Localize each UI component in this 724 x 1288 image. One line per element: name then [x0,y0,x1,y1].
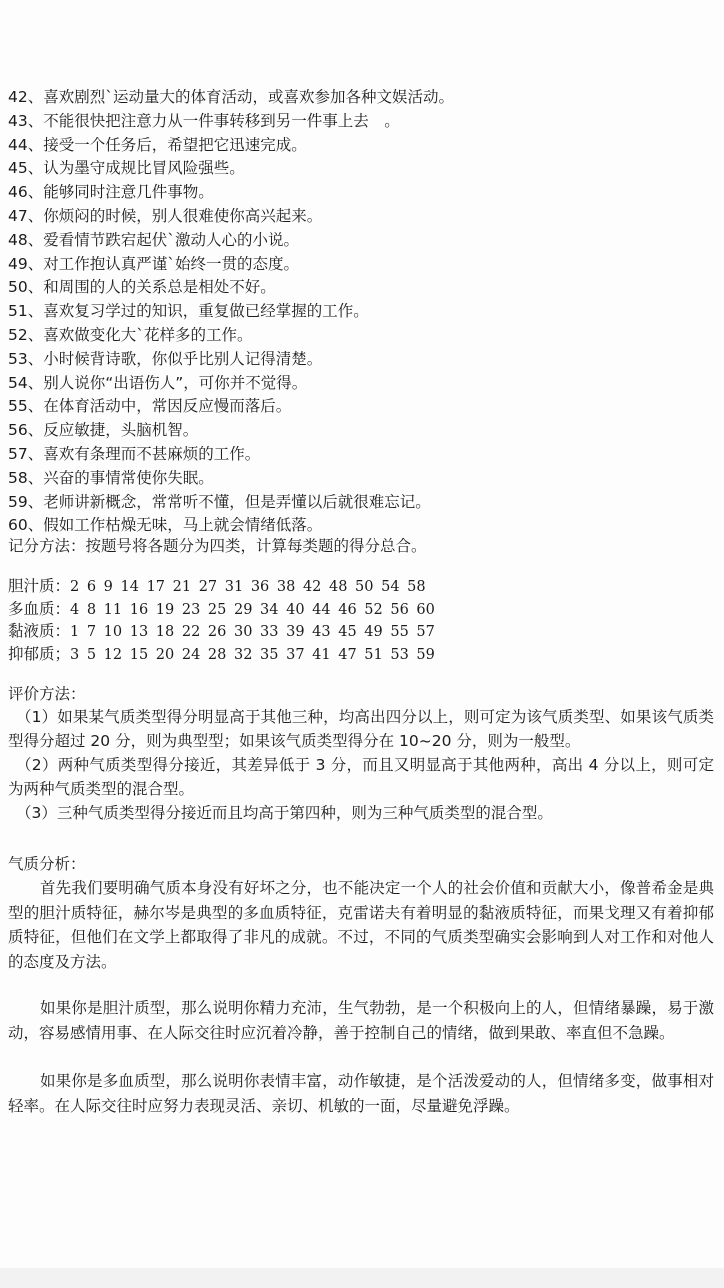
question-item: 52、喜欢做变化大`花样多的工作。 [8,325,253,344]
analysis-paragraph: 如果你是胆汁质型，那么说明你精力充沛，生气勃勃，是一个积极向上的人，但情绪暴躁，易于激动，容易感情用事、在人际交往时应沉着冷静，善于控制自己的情绪，做到果敢、率直但不急躁。 [8,999,714,1042]
question-item: 42、喜欢剧烈`运动量大的体育活动，或喜欢参加各种文娱活动。 [8,88,454,106]
type-name: 胆汁质： [8,577,71,595]
type-row-sanguine [8,598,714,621]
question-item: 56、反应敏捷，头脑机智。 [8,421,199,440]
type-numbers: 4 8 11 16 19 23 25 29 34 40 44 46 52 56 60 [70,601,435,618]
question-item: 58、兴奋的事情常使你失眠。 [8,468,214,487]
type-row-phlegmatic [8,620,714,643]
page-bottom-edge [0,1268,724,1288]
type-row-choleric [8,575,714,598]
analysis-paragraph: 如果你是多血质型，那么说明你表情丰富，动作敏捷，是个活泼爱动的人，但情绪多变，做事相对轻率。在人际交往时应努力表现灵活、亲切、机敏的一面，尽量避免浮躁。 [8,1072,714,1115]
scoring-method: 记分方法：按题号将各题分为四类，计算每类题的得分总合。 [8,537,427,555]
question-item: 55、在体育活动中，常因反应慢而落后。 [8,397,292,416]
question-item: 46、能够同时注意几件事物。 [8,183,214,202]
question-item: 49、对工作抱认真严谨`始终一贯的态度。 [8,254,299,273]
question-item: 51、喜欢复习学过的知识，重复做已经掌握的工作。 [8,302,369,321]
paragraph-spacer [8,1045,714,1069]
evaluation-item: （2）两种气质类型得分接近，其差异低于 3 分，而且又明显高于其他两种，高出 4 分以上，则可定为两种气质类型的混合型。 [8,756,714,798]
question-item: 45、认为墨守成规比冒风险强些。 [8,159,245,178]
analysis-title: 气质分析： [8,855,86,873]
question-item: 60、假如工作枯燥无味，马上就会情绪低落。 [8,516,323,535]
type-name: 抑郁质； [8,644,71,663]
evaluation-item: （3）三种气质类型得分接近而且均高于第四种，则为三种气质类型的混合型。 [16,804,553,822]
question-item: 48、爱看情节跌宕起伏`激动人心的小说。 [8,230,299,249]
question-item: 54、别人说你“出语伤人”，可你并不觉得。 [8,373,308,392]
type-numbers: 3 5 12 15 20 24 28 32 35 37 41 47 51 53 59 [70,646,435,663]
paragraph-spacer [8,974,714,996]
analysis-section [8,852,714,1118]
type-row-melancholic [8,643,714,666]
question-list [8,86,708,538]
question-item: 57、喜欢有条理而不甚麻烦的工作。 [8,444,261,463]
analysis-paragraph: 首先我们要明确气质本身没有好坏之分，也不能决定一个人的社会价值和贡献大小，像普希金是典型的胆汁质特征，赫尔岑是典型的多血质特征，克雷诺夫有着明显的黏液质特征，而果戈理又有着抑郁质特征，但他们在文学上都取得了非凡的成就。不过，不同的气质类型确实会影响到人对工作和对他人的态度及方法。 [8,879,714,971]
type-name: 多血质： [8,599,71,618]
question-item: 43、不能很快把注意力从一件事转移到另一件事上去 。 [8,111,400,130]
type-numbers: 1 7 10 13 18 22 26 30 33 39 43 45 49 55 57 [70,624,435,640]
question-item: 59、老师讲新概念，常常听不懂，但是弄懂以后就很难忘记。 [8,492,431,511]
question-item: 47、你烦闷的时候，别人很难使你高兴起来。 [8,206,323,225]
type-numbers: 2 6 9 14 17 21 27 31 36 38 42 48 50 54 58 [70,579,426,595]
question-item: 50、和周围的人的关系总是相处不好。 [8,278,276,297]
evaluation-item: （1）如果某气质类型得分明显高于其他三种，均高出四分以上，则可定为该气质类型、如果该气质类型得分超过 20 分，则为典型型；如果该气质类型得分在 10~20 分，则为一般型。 [8,708,714,750]
question-item: 53、小时候背诗歌，你似乎比别人记得清楚。 [8,349,323,368]
type-list [8,575,714,665]
question-item: 44、接受一个任务后，希望把它迅速完成。 [8,135,307,154]
evaluation-section [8,683,714,825]
evaluation-title: 评价方法： [8,685,86,703]
type-name: 黏液质： [8,622,71,640]
